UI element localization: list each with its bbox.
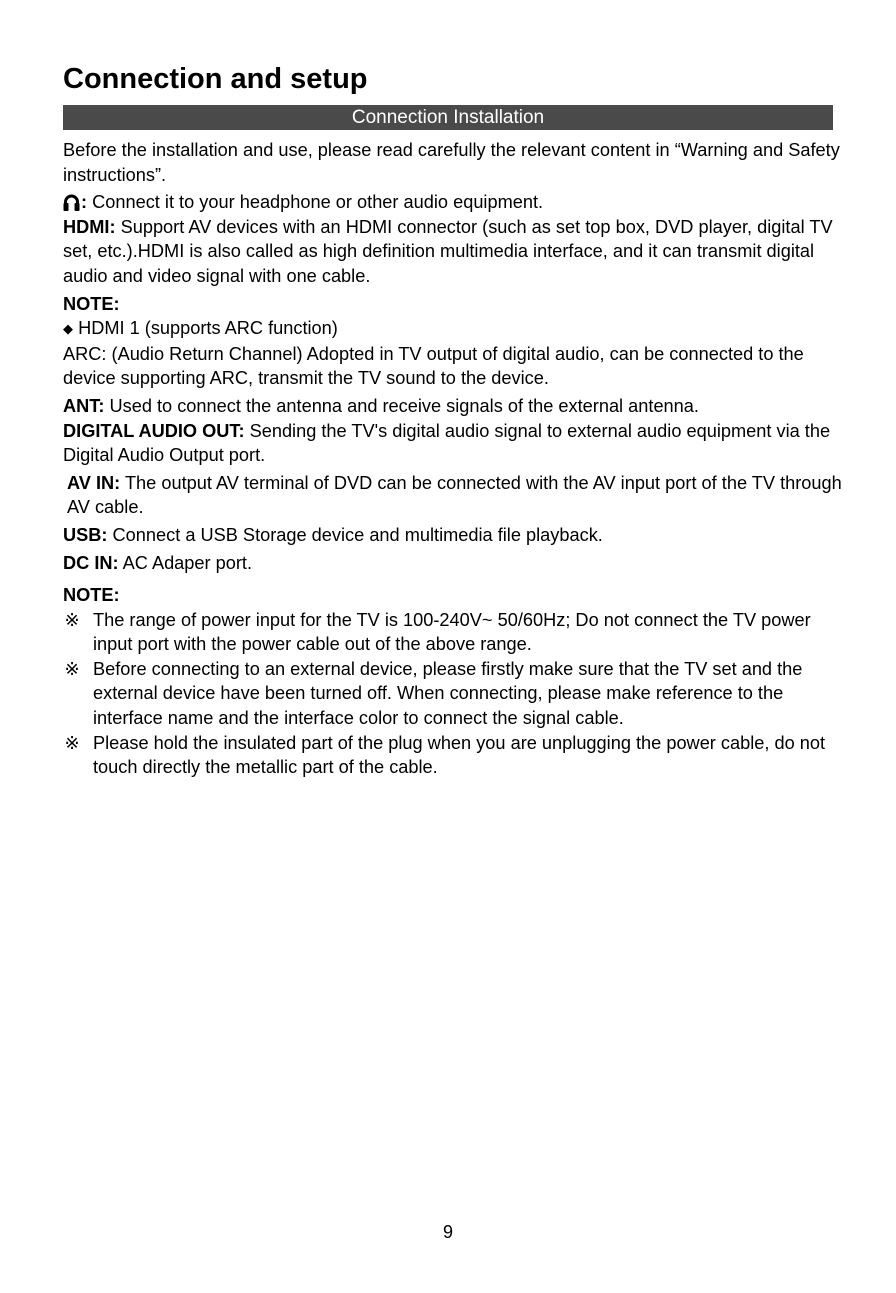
reference-mark-icon: ※ <box>64 732 80 753</box>
ant-text: Used to connect the antenna and receive signals of the external antenna. <box>104 395 699 416</box>
reference-mark-icon: ※ <box>64 658 80 679</box>
digital-audio-text: Sending the TV's digital audio signal to external audio equipment via the Digital Audio Output port. <box>63 420 831 466</box>
reference-mark-icon: ※ <box>64 609 80 630</box>
ant-paragraph <box>63 394 843 419</box>
arc-description: ARC: (Audio Return Channel) Adopted in TV output of digital audio, can be connected to the device supporting ARC, transmit the TV sound to the device. <box>63 343 804 389</box>
diamond-bullet-icon: ◆ <box>63 321 73 337</box>
page-number: 9 <box>442 1222 453 1242</box>
list-item: ※ Please hold the insulated part of the plug when you are unplugging the power cable, do not touch directly the metallic part of the cable. <box>64 732 826 778</box>
digital-audio-label: DIGITAL AUDIO OUT: <box>63 420 245 441</box>
usb-label: USB: <box>63 524 108 545</box>
dc-in-paragraph <box>63 551 843 576</box>
hdmi-paragraph <box>63 215 843 289</box>
content-body <box>63 138 843 780</box>
av-in-text: The output AV terminal of DVD can be connected with the AV input port of the TV through AV cable. <box>67 472 842 518</box>
usb-text: Connect a USB Storage device and multimedia file playback. <box>107 524 603 545</box>
hdmi-label: HDMI: <box>63 216 116 237</box>
intro-paragraph: Before the installation and use, please read carefully the relevant content in “Warning and Safety instructions”. <box>63 140 840 185</box>
headphone-paragraph <box>63 190 843 215</box>
hdmi-arc-item: ◆ HDMI 1 (supports ARC function) <box>63 318 338 339</box>
ant-label: ANT: <box>63 395 105 416</box>
dc-in-label: DC IN: <box>63 552 119 573</box>
usb-paragraph <box>63 523 843 548</box>
list-item: ※ The range of power input for the TV is 100-240V~ 50/60Hz; Do not connect the TV power input port with the power cable out of the above range. <box>64 609 811 655</box>
section-banner: Connection Installation <box>63 105 833 130</box>
av-in-label: AV IN: <box>67 472 121 493</box>
headphone-icon <box>63 193 80 211</box>
note-heading-2: NOTE: <box>63 585 120 606</box>
headphone-label: : <box>81 192 88 213</box>
hdmi-text: Support AV devices with an HDMI connector (such as set top box, DVD player, digital TV set, etc.).HDMI is also called as high definition multimedia interface, and it can transmit digital audio and video signal with one cable. <box>63 216 833 286</box>
av-in-paragraph <box>63 471 843 520</box>
note-list <box>63 608 843 780</box>
digital-audio-paragraph <box>63 419 843 468</box>
dc-in-text: AC Adaper port. <box>118 552 253 573</box>
list-item: ※ Before connecting to an external device, please firstly make sure that the TV set and the external device have been turned off. When connecting, please make reference to the interface name and the interface color to connect the signal cable. <box>64 658 803 729</box>
headphone-text: Connect it to your headphone or other audio equipment. <box>87 192 544 213</box>
page-title: Connection and setup <box>63 63 368 95</box>
note-heading: NOTE: <box>63 293 120 314</box>
